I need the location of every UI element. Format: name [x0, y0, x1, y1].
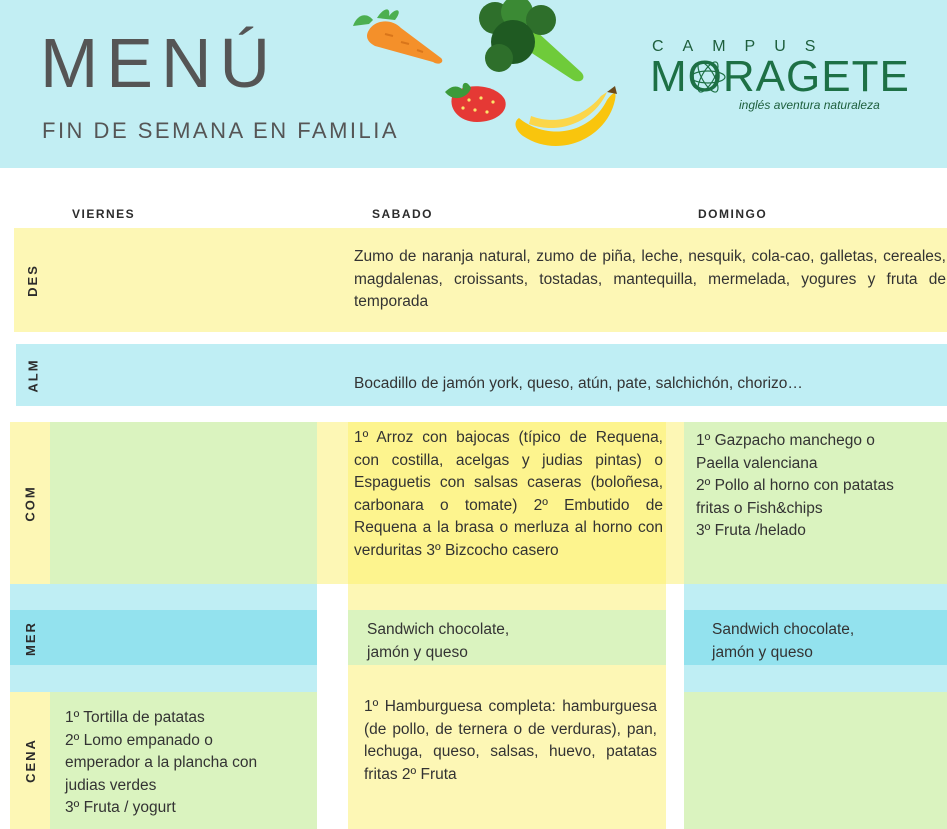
com-viernes-cell	[50, 422, 317, 584]
broccoli-icon	[479, 0, 583, 81]
cena-viernes-line: 1º Tortilla de patatas	[65, 709, 205, 726]
com-domingo-line: 1º Gazpacho manchego o	[696, 432, 875, 449]
cena-domingo-cell	[684, 692, 947, 829]
cena-viernes-text	[65, 707, 315, 820]
carrot-icon	[353, 9, 442, 63]
logo-campus-text: CAMPUS	[652, 38, 835, 55]
page-subtitle: FIN DE SEMANA EN FAMILIA	[42, 118, 400, 143]
cena-sabado-text: 1º Hamburguesa completa: hamburguesa (de pollo, de ternera o de verduras), pan, lechuga, queso, salsas, huevo, patatas fritas 2º Fruta	[364, 698, 657, 783]
page-title: MENÚ	[40, 24, 279, 102]
row-label-mer: MER	[22, 620, 38, 656]
row-label-alm: ALM	[25, 357, 41, 393]
day-header-viernes: VIERNES	[72, 207, 136, 221]
alm-text: Bocadillo de jamón york, queso, atún, pate, salchichón, chorizo…	[354, 375, 803, 392]
fruit-illustrations	[345, 0, 635, 168]
cena-viernes-line: 3º Fruta / yogurt	[65, 799, 176, 817]
row-label-com: COM	[22, 484, 38, 522]
com-domingo-line: 2º Pollo al horno con patatas	[696, 477, 894, 495]
cena-viernes-line: 2º Lomo empanado o	[65, 731, 213, 749]
cena-viernes-line: emperador a la plancha con	[65, 754, 258, 772]
row-label-des: DES	[24, 263, 40, 297]
day-header-sabado: SABADO	[372, 207, 434, 221]
mer-domingo-text	[712, 619, 942, 664]
com-sabado-text: 1º Arroz con bajocas (típico de Requena, con costilla, acelgas y judias pintas) o Espaguetis con salsas caseras (boloñesa, carbonara o tomate) 2º Embutido de Requena a la brasa o merluza al horno con verduritas 3º Bizcocho casero	[354, 429, 663, 559]
mer-viernes-cell	[10, 610, 317, 665]
des-text: Zumo de naranja natural, zumo de piña, leche, nesquik, cola-cao, galletas, cereales, magdalenas, croissants, tostadas, mantequilla, mermelada, yogures y fruta de temporada	[354, 248, 946, 311]
mer-domingo-line: Sandwich chocolate,	[712, 621, 855, 638]
day-header-domingo: DOMINGO	[698, 207, 768, 221]
strawberry-icon	[445, 83, 506, 122]
mer-sabado-line: Sandwich chocolate,	[367, 621, 510, 638]
atom-logo-icon	[688, 57, 728, 97]
row-label-cena: CENA	[22, 738, 38, 783]
banana-icon	[516, 86, 617, 146]
mer-sabado-text	[367, 619, 657, 664]
cena-viernes-line: judias verdes	[65, 776, 157, 794]
logo-tagline: inglés aventura naturaleza	[739, 98, 880, 112]
logo-brand: MORAGETE	[650, 52, 910, 101]
com-domingo-line: 3º Fruta /helado	[696, 522, 806, 540]
mer-sabado-line: jamón y queso	[367, 643, 468, 661]
com-domingo-text	[696, 430, 944, 543]
com-domingo-line: fritas o Fish&chips	[696, 499, 823, 517]
mer-domingo-line: jamón y queso	[712, 643, 813, 661]
com-domingo-line: Paella valenciana	[696, 454, 818, 472]
